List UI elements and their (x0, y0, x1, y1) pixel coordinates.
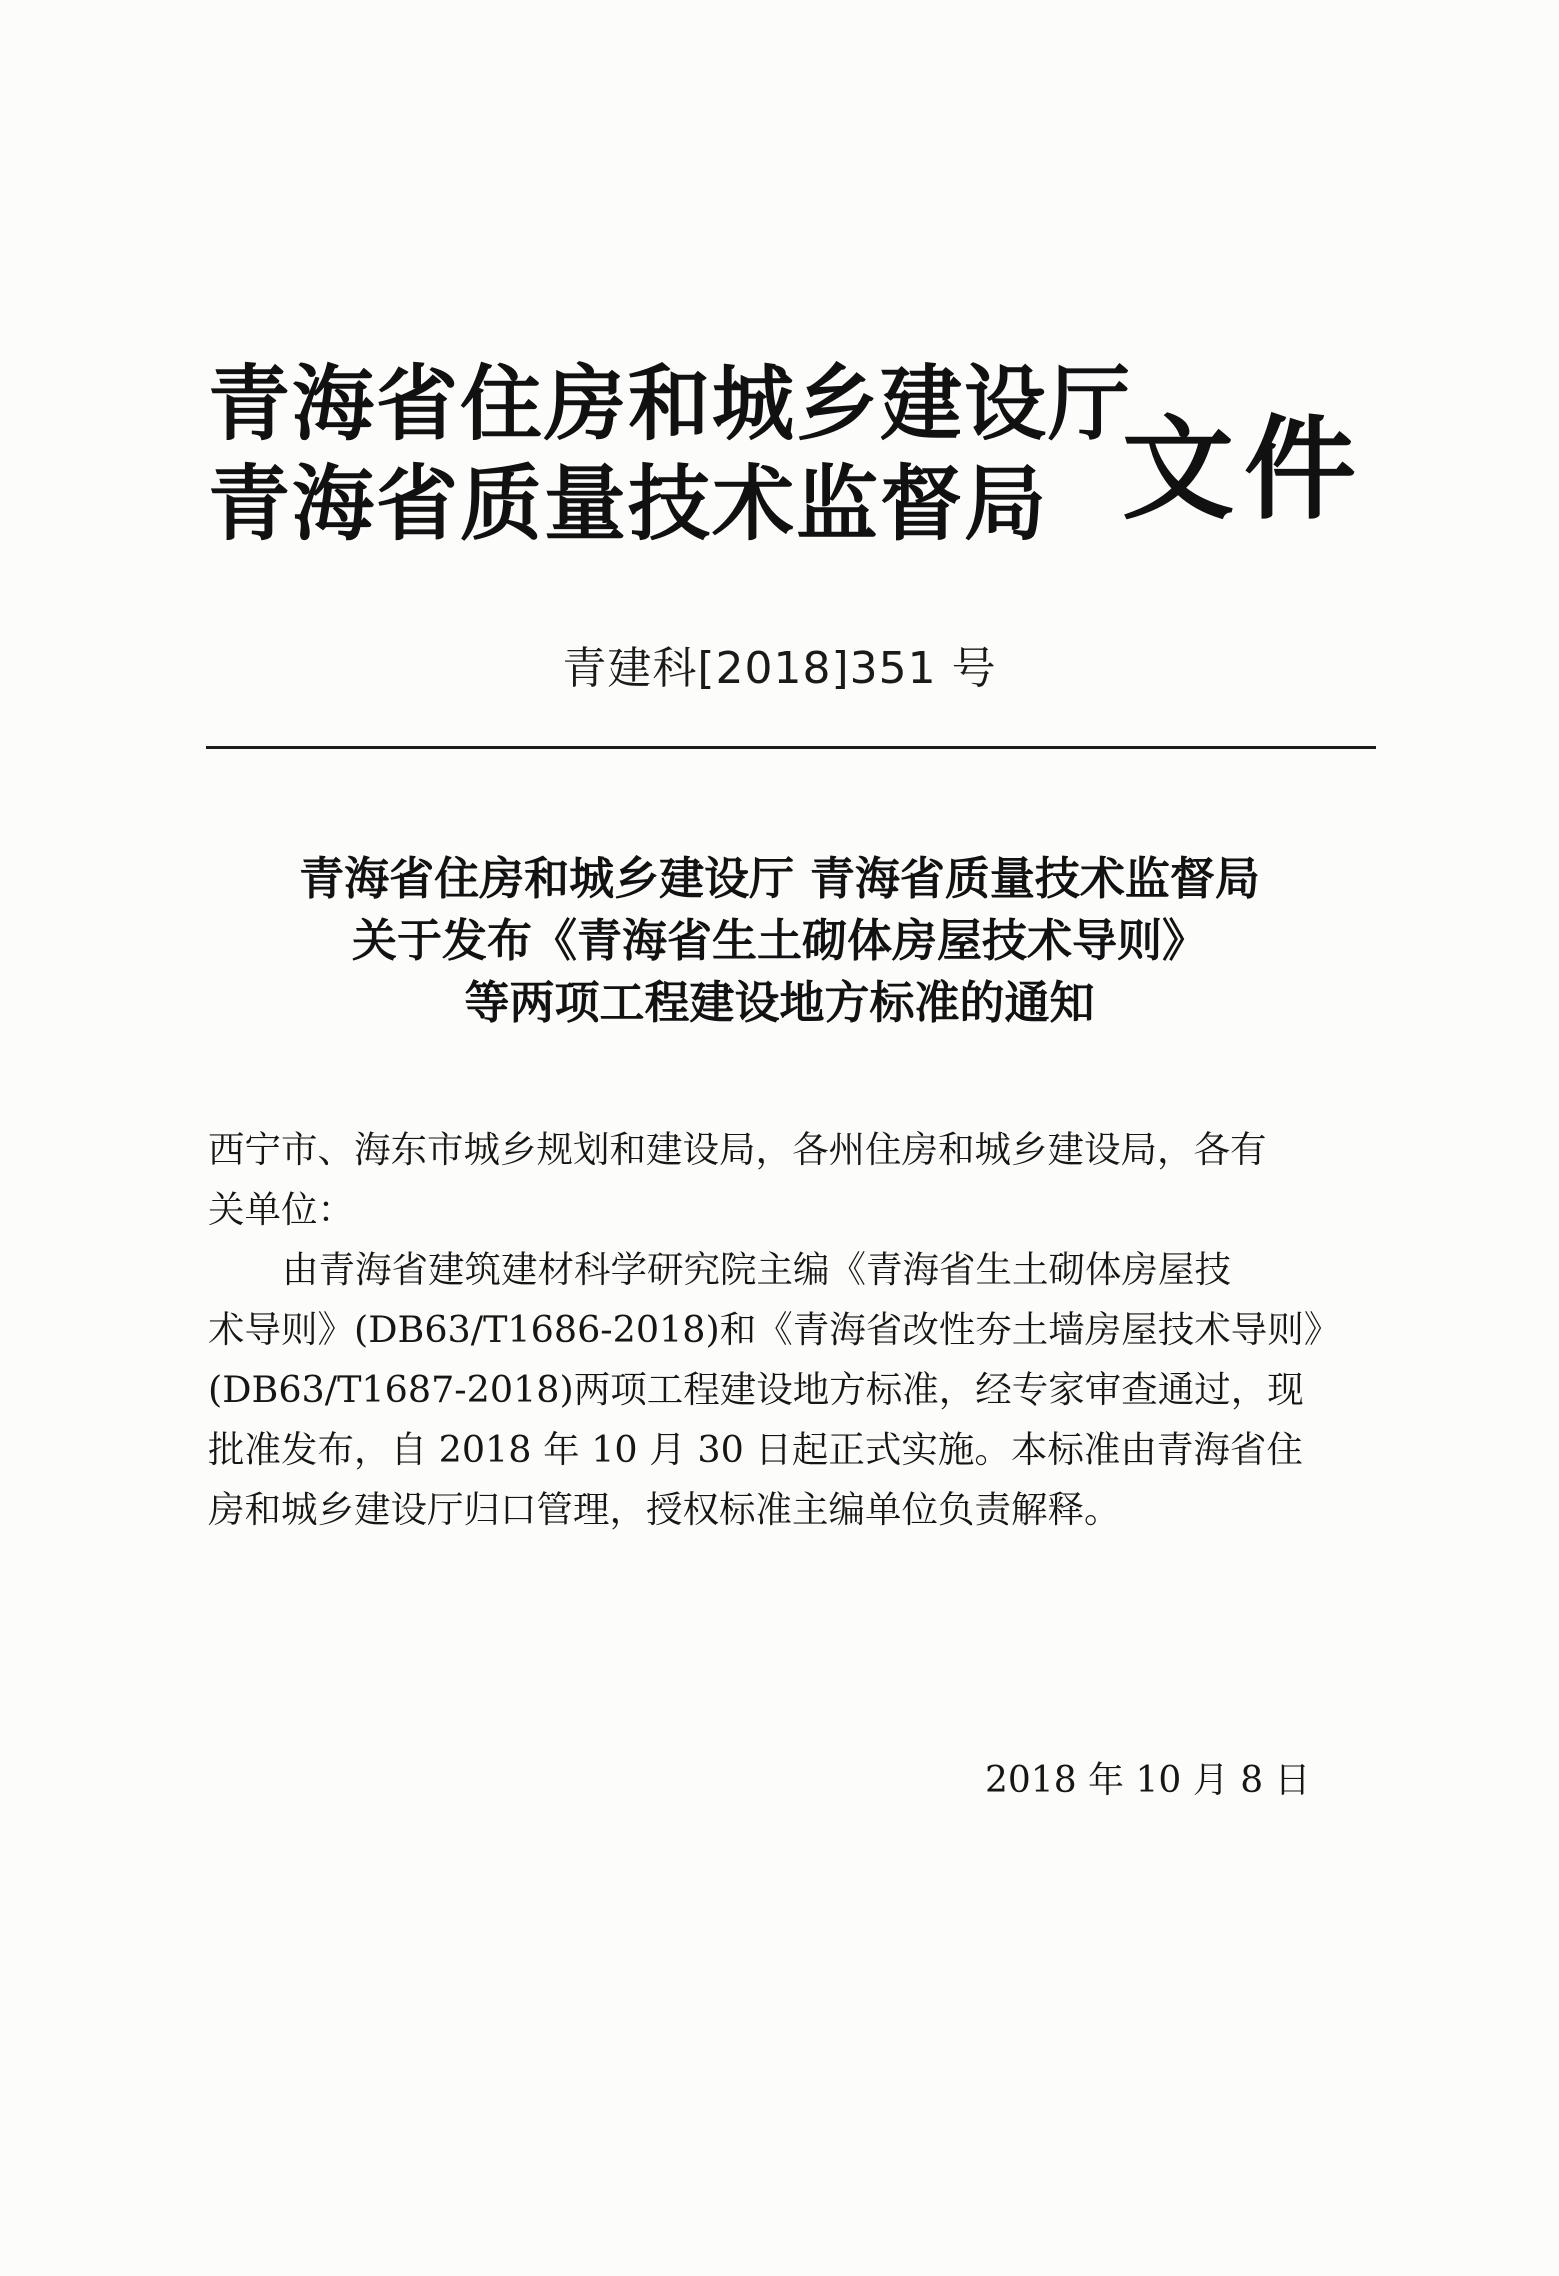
addressee-line-2: 关单位： (208, 1188, 354, 1231)
addressee-line-1: 西宁市、海东市城乡规划和建设局，各州住房和城乡建设局，各有 (208, 1128, 1267, 1171)
title-line-3: 等两项工程建设地方标准的通知 (464, 976, 1095, 1029)
title-line-1: 青海省住房和城乡建设厅 青海省质量技术监督局 (299, 852, 1260, 905)
header-divider (206, 746, 1376, 749)
paragraph-line-2: 术导则》(DB63/T1686-2018)和《青海省改性夯土墙房屋技术导则》 (208, 1308, 1341, 1351)
paragraph-line-3: (DB63/T1687-2018)两项工程建设地方标准，经专家审查通过，现 (208, 1368, 1304, 1411)
notice-title (0, 848, 1559, 1034)
document-suffix: 文件 (1122, 405, 1366, 535)
paragraph-line-5: 房和城乡建设厅归口管理，授权标准主编单位负责解释。 (208, 1488, 1121, 1531)
title-line-2: 关于发布《青海省生土砌体房屋技术导则》 (351, 914, 1207, 967)
document-number: 青建科[2018]351 号 (562, 643, 997, 694)
notice-body (208, 1120, 1378, 1540)
paragraph-line-1: 由青海省建筑建材科学研究院主编《青海省生土砌体房屋技 (282, 1248, 1231, 1291)
issuer-housing-department: 青海省住房和城乡建设厅 (208, 357, 1133, 452)
paragraph-line-4: 批准发布，自 2018 年 10 月 30 日起正式实施。本标准由青海省住 (208, 1428, 1303, 1471)
issue-date: 2018 年 10 月 8 日 (985, 1760, 1311, 1801)
issuer-quality-bureau: 青海省质量技术监督局 (208, 457, 1049, 552)
issuing-authorities (208, 355, 1138, 555)
